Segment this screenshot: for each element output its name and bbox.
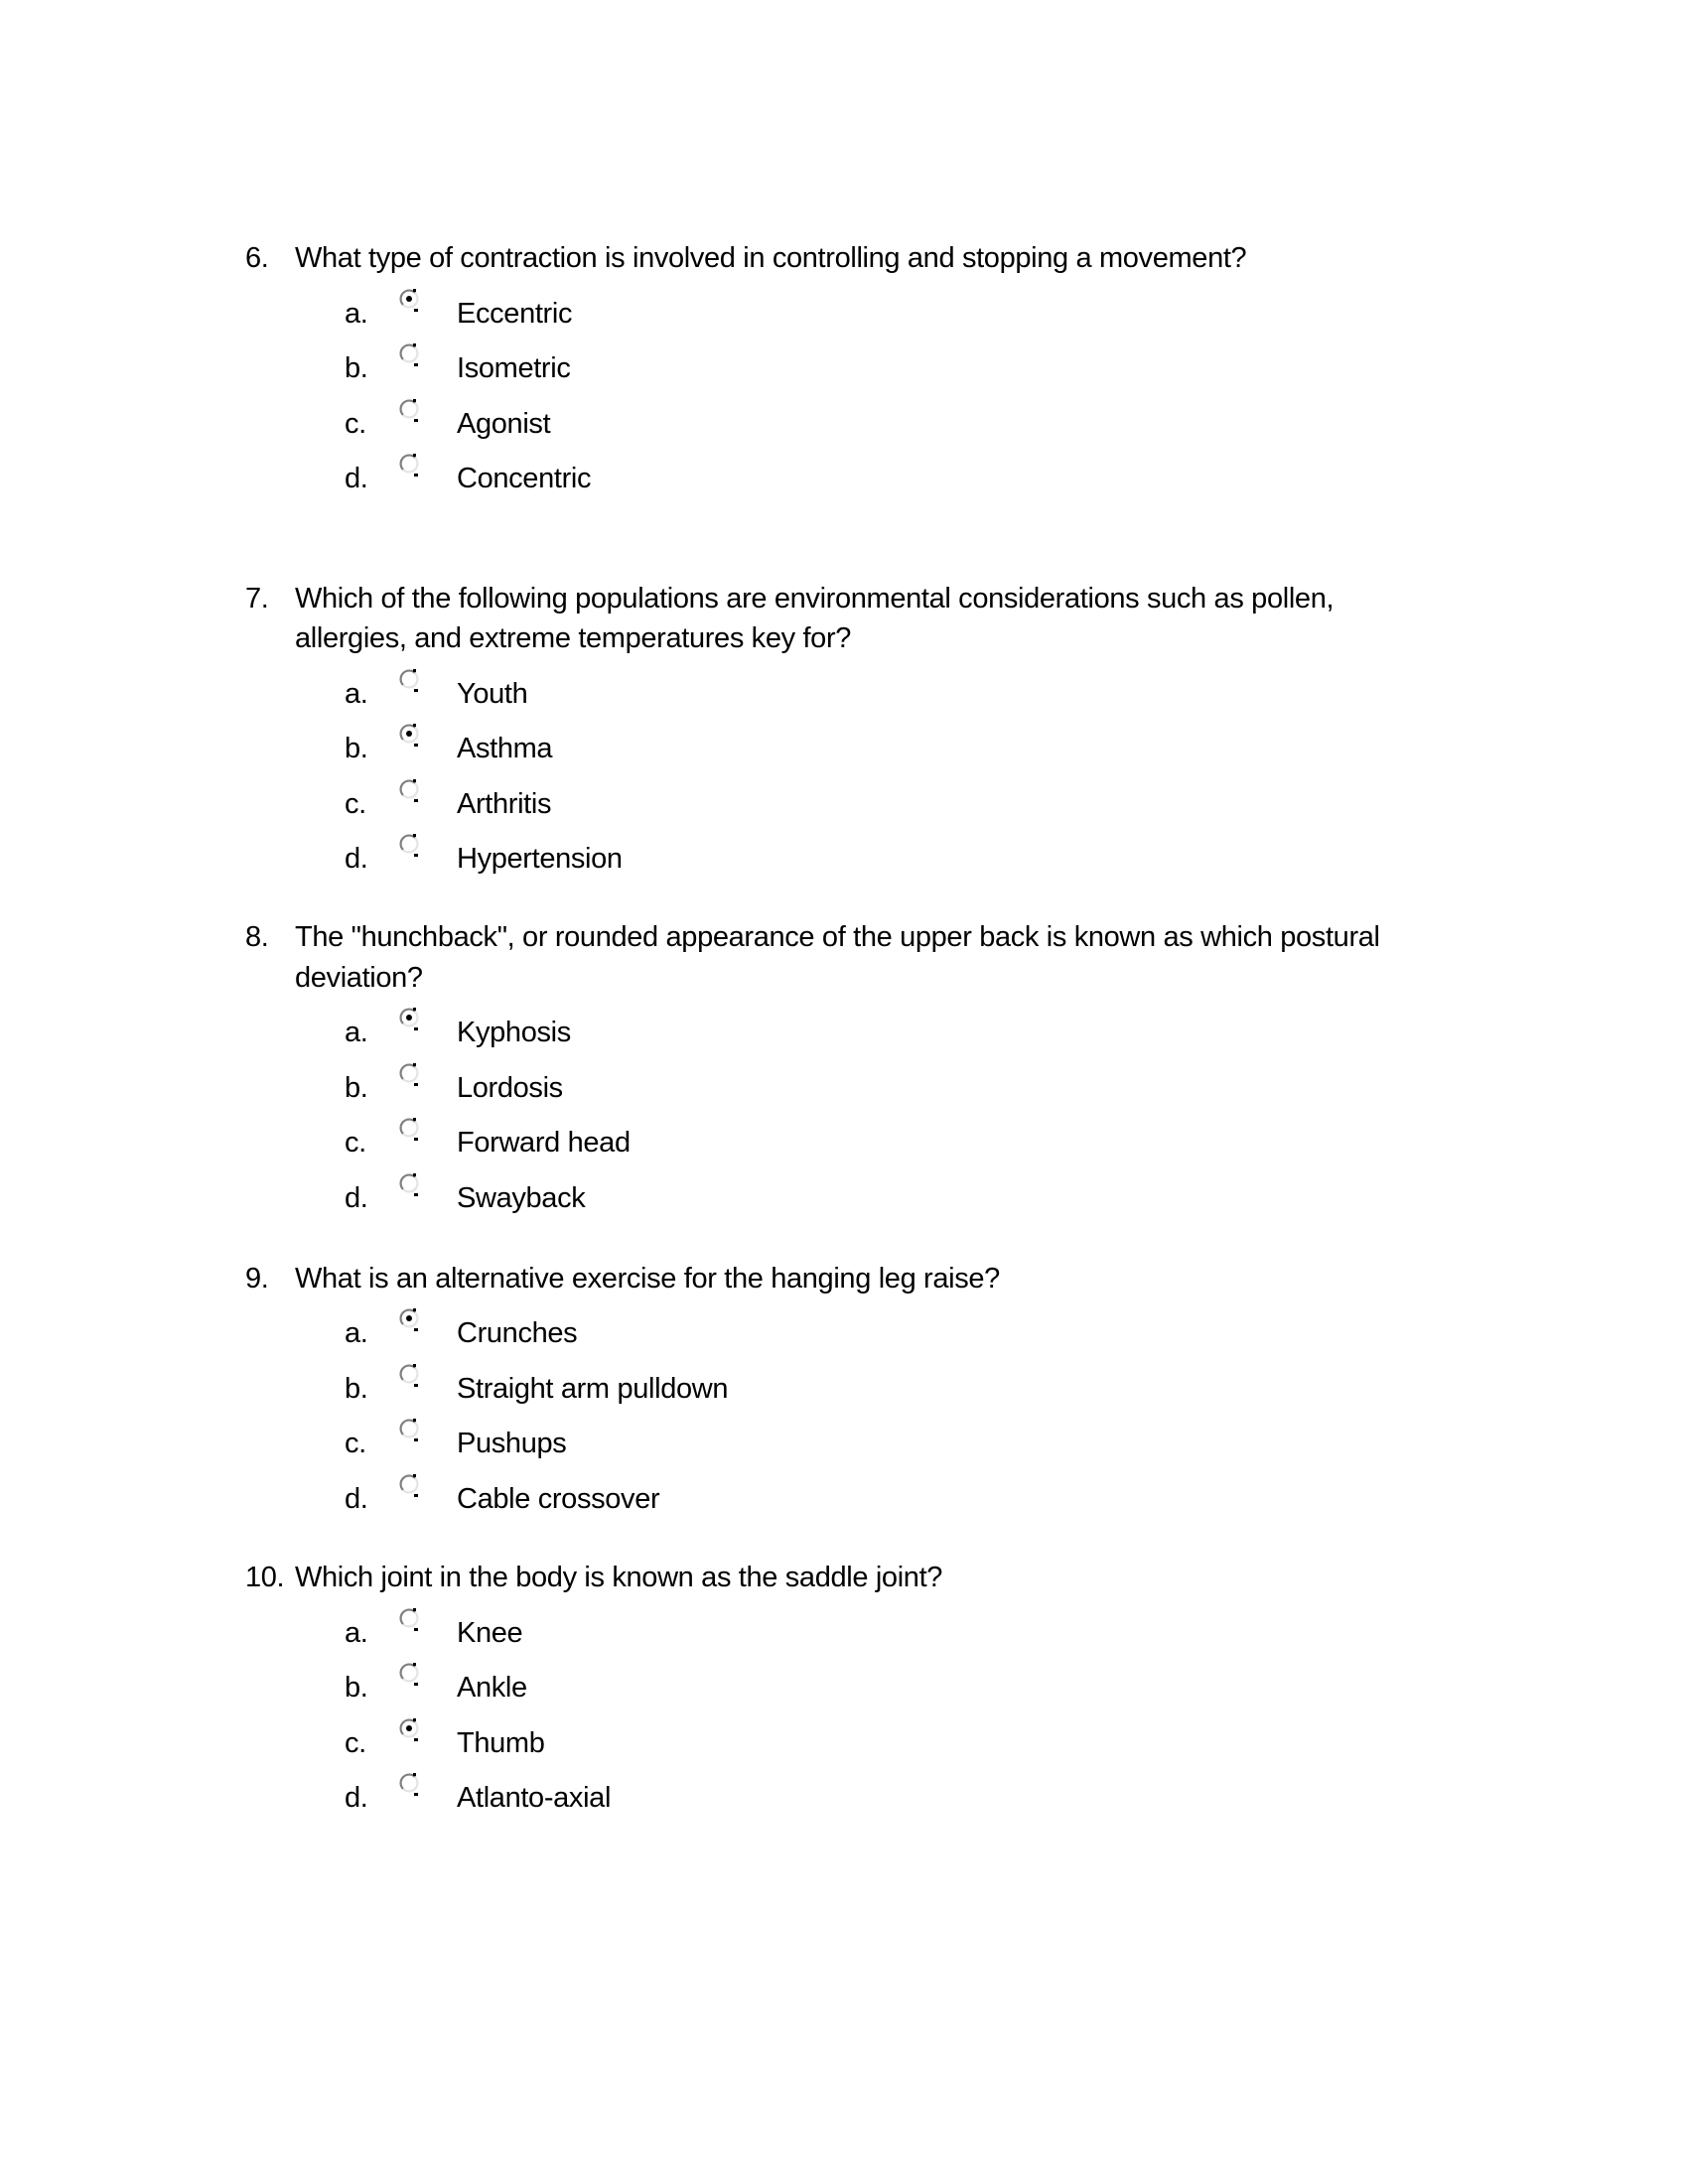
- option-text: Hypertension: [457, 843, 623, 875]
- option-text: Thumb: [457, 1727, 545, 1759]
- option-letter: c.: [345, 408, 366, 440]
- radio-unselected-icon[interactable]: [398, 833, 424, 861]
- option-letter: a.: [345, 1317, 368, 1349]
- option-letter: b.: [345, 1672, 368, 1704]
- question-text: What is an alternative exercise for the hanging leg raise?: [295, 1263, 1000, 1295]
- option-text: Atlanto-axial: [457, 1782, 612, 1814]
- option-text: Agonist: [457, 408, 551, 440]
- option-text: Swayback: [457, 1182, 586, 1214]
- option-text: Cable crossover: [457, 1483, 660, 1515]
- option-letter: a.: [345, 298, 368, 330]
- radio-selected-icon[interactable]: [398, 723, 424, 751]
- question-text: allergies, and extreme temperatures key for?: [295, 622, 852, 654]
- option-text: Ankle: [457, 1672, 527, 1704]
- radio-unselected-icon[interactable]: [398, 668, 424, 696]
- option-letter: d.: [345, 1782, 368, 1814]
- question-number: 6.: [245, 242, 269, 274]
- question-number: 10.: [245, 1562, 285, 1593]
- option-letter: d.: [345, 843, 368, 875]
- option-letter: d.: [345, 1182, 368, 1214]
- option-text: Knee: [457, 1617, 523, 1649]
- option-letter: b.: [345, 352, 368, 384]
- radio-unselected-icon[interactable]: [398, 1062, 424, 1090]
- option-letter: b.: [345, 1072, 368, 1104]
- radio-unselected-icon[interactable]: [398, 453, 424, 480]
- option-letter: c.: [345, 1727, 366, 1759]
- radio-unselected-icon[interactable]: [398, 1117, 424, 1145]
- radio-unselected-icon[interactable]: [398, 1662, 424, 1690]
- option-letter: d.: [345, 1483, 368, 1515]
- option-text: Asthma: [457, 733, 553, 764]
- option-letter: a.: [345, 1617, 368, 1649]
- question-number: 7.: [245, 583, 269, 614]
- option-letter: a.: [345, 1017, 368, 1048]
- option-text: Pushups: [457, 1428, 567, 1459]
- radio-unselected-icon[interactable]: [398, 1418, 424, 1445]
- option-letter: a.: [345, 678, 368, 710]
- radio-unselected-icon[interactable]: [398, 778, 424, 806]
- radio-selected-icon[interactable]: [398, 288, 424, 316]
- question-text: deviation?: [295, 962, 423, 994]
- option-text: Crunches: [457, 1317, 578, 1349]
- question-text: Which joint in the body is known as the saddle joint?: [295, 1562, 943, 1593]
- radio-unselected-icon[interactable]: [398, 1772, 424, 1800]
- radio-unselected-icon[interactable]: [398, 342, 424, 370]
- radio-unselected-icon[interactable]: [398, 1363, 424, 1391]
- option-letter: b.: [345, 1373, 368, 1405]
- option-text: Lordosis: [457, 1072, 563, 1104]
- radio-unselected-icon[interactable]: [398, 1607, 424, 1635]
- option-text: Kyphosis: [457, 1017, 571, 1048]
- question-text: The "hunchback", or rounded appearance of the upper back is known as which postural: [295, 921, 1380, 953]
- radio-unselected-icon[interactable]: [398, 1473, 424, 1501]
- option-letter: c.: [345, 1428, 366, 1459]
- radio-selected-icon[interactable]: [398, 1307, 424, 1335]
- option-letter: b.: [345, 733, 368, 764]
- option-text: Straight arm pulldown: [457, 1373, 729, 1405]
- question-number: 9.: [245, 1263, 269, 1295]
- question-text: What type of contraction is involved in controlling and stopping a movement?: [295, 242, 1247, 274]
- option-letter: c.: [345, 788, 366, 820]
- option-text: Youth: [457, 678, 528, 710]
- option-letter: c.: [345, 1127, 366, 1159]
- radio-selected-icon[interactable]: [398, 1717, 424, 1745]
- option-text: Concentric: [457, 463, 592, 494]
- radio-unselected-icon[interactable]: [398, 398, 424, 426]
- option-text: Forward head: [457, 1127, 631, 1159]
- option-text: Isometric: [457, 352, 571, 384]
- radio-selected-icon[interactable]: [398, 1007, 424, 1034]
- option-text: Eccentric: [457, 298, 573, 330]
- question-number: 8.: [245, 921, 269, 953]
- question-text: Which of the following populations are environmental considerations such as pollen,: [295, 583, 1335, 614]
- option-text: Arthritis: [457, 788, 552, 820]
- radio-unselected-icon[interactable]: [398, 1172, 424, 1200]
- option-letter: d.: [345, 463, 368, 494]
